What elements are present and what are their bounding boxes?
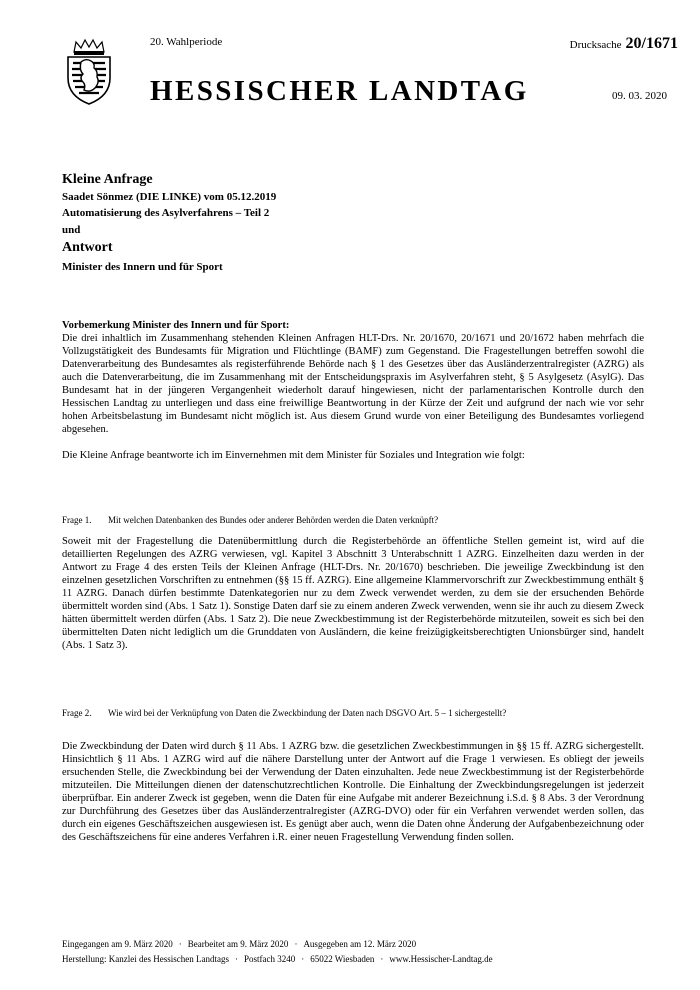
drucksache-label: Drucksache xyxy=(569,39,622,51)
question-2-label: Frage 2. xyxy=(62,708,92,718)
preliminary-remark xyxy=(62,319,644,462)
footer-separator: · xyxy=(234,954,238,964)
inquiry-author: Saadet Sönmez (DIE LINKE) vom 05.12.2019 xyxy=(62,191,277,203)
footer-website-link[interactable]: www.Hessischer-Landtag.de xyxy=(389,954,493,964)
footer-bearbeitet: Bearbeitet am 9. März 2020 xyxy=(187,939,289,949)
footer-separator: · xyxy=(294,939,298,949)
footer-imprint xyxy=(62,952,493,966)
footer-herstellung: Herstellung: Kanzlei des Hessischen Landtags xyxy=(62,954,229,964)
footer-separator: · xyxy=(178,939,182,949)
preliminary-remark-title: Vorbemerkung Minister des Innern und für Sport: xyxy=(62,320,290,331)
footer-dates xyxy=(62,937,416,951)
document-heading xyxy=(62,170,276,275)
answer-label: Antwort xyxy=(62,240,113,255)
inquiry-type: Kleine Anfrage xyxy=(62,172,153,187)
preliminary-remark-text: Die drei inhaltlich im Zusammenhang stehenden Kleinen Anfragen HLT-Drs. Nr. 20/1670, 20/1671 und 20/1672 haben mehrfach die Vollzugstätigkeit des Bundesamts für Migration und Flüchtlinge (BAMF) zum Gegenstand. Die Fragestellungen betreffen sowohl die Datenverarbeitung des Bundesamtes als registerführende Behörde nach § 1 des Gesetzes über das Ausländerzentralregister (AZRG) als auch die Datenverarbeitung, die im Zusammenhang mit der Entscheidungspraxis im Asylverfahren steht, § 5 Asylgesetz (AsylG). Das Bundesamt hat in der jüngeren Vergangenheit wiederholt darauf hingewiesen, nicht der parlamentarischen Kontrolle durch den Hessischen Landtag zu unterliegen und dass eine freiwillige Beantwortung in der Kürze der Zeit und aufgrund der nach wie vor sehr hohen Arbeitsbelastung im Bundesamt nicht möglich ist. Aus diesem Grund wurde von einer Beteiligung des Bundesamtes vorliegend abgesehen. xyxy=(62,333,644,435)
footer-eingegangen: Eingegangen am 9. März 2020 xyxy=(62,939,173,949)
question-1-label: Frage 1. xyxy=(62,515,92,525)
footer-postfach: Postfach 3240 xyxy=(243,954,296,964)
footer-separator: · xyxy=(380,954,384,964)
footer-ort: 65022 Wiesbaden xyxy=(310,954,375,964)
question-2 xyxy=(62,708,644,719)
legislative-period: 20. Wahlperiode xyxy=(150,36,223,48)
preliminary-remark-closing: Die Kleine Anfrage beantworte ich im Einvernehmen mit dem Minister für Soziales und Integration wie folgt: xyxy=(62,450,525,461)
footer-separator: · xyxy=(301,954,305,964)
answering-ministry: Minister des Innern und für Sport xyxy=(62,261,223,273)
document-date: 09. 03. 2020 xyxy=(612,90,667,102)
drucksache xyxy=(570,37,678,52)
question-1-text: Mit welchen Datenbanken des Bundes oder anderer Behörden werden die Daten verknüpft? xyxy=(108,515,439,525)
inquiry-subject: Automatisierung des Asylverfahrens – Teil 2 xyxy=(62,207,270,219)
footer-ausgegeben: Ausgegeben am 12. März 2020 xyxy=(303,939,417,949)
answer-1: Soweit mit der Fragestellung die Datenübermittlung durch die Registerbehörde an öffentliche Stellen gemeint ist, wird auf die detaillierten Regelungen des AZRG verwiesen, vgl. Kapitel 3 Abschnitt 3 Unterabschnitt 1 AZRG. Einzelheiten dazu werden in der Antwort zu Frage 4 des ersten Teils der Kleinen Anfrage (HLT-Drs. Nr. 20/1670) beschrieben. Die jeweilige Zweckbindung ist den einzelnen gesetzlichen Vorschriften zu entnehmen (§§ 15 ff. AZRG). Eine allgemeine Klammervorschrift zur Zweckbestimmung enthält § 11 AZRG. Danach dürfen bestimmte Datenkategorien nur zu dem Zweck verwendet werden, zu dem sie der ersuchenden Behörde übermittelt worden sind (Abs. 1 Satz 1). Sonstige Daten darf sie zu einem anderen Zweck verwenden, wenn sie ihr auch zu diesem Zweck hätten übermittelt werden dürfen (Abs. 1 Satz 2). Die neue Zweckbestimmung ist der Registerbehörde mitzuteilen, soweit es sich bei den übermittelten Daten nicht lediglich um die Grunddaten von Ausländern, die keine freizügigkeitsberechtigten Unionsbürger sind, handelt (Abs. 1 Satz 3). xyxy=(62,536,644,651)
answer-2: Die Zweckbindung der Daten wird durch § 11 Abs. 1 AZRG bzw. die gesetzlichen Zweckbestimmungen in §§ 15 ff. AZRG sichergestellt. Hinsichtlich § 11 Abs. 1 AZRG wird auf die nähere Darstellung unter der Antwort auf die Frage 1 verwiesen. Es obliegt der jeweils ersuchenden Stelle, die Zweckbindung bei der Verwendung der Daten einzuhalten. Jede neue Zweckbestimmung ist der Registerbehörde mitzuteilen. Die Mitteilungen dienen der datenschutzrechtlichen Kontrolle. Die Einhaltung der Zweckbindungsregelungen ist jederzeit überprüfbar. Ein anderer Zweck ist gegeben, wenn die Daten für eine Aufgabe mit anderer Bezeichnung i.S.d. § 8 Abs. 3 der Verordnung zur Durchführung des Gesetzes über das Ausländerzentralregister (AZRG-DVO) oder für ein Verfahren verwendet werden sollen, das durch ein eigenes Geschäftszeichen ausgewiesen ist. Es genügt aber auch, wenn die Daten ohne Änderung der Aufgabenbezeichnung oder des Geschäftszeichens für eine anderes Verfahren i.R. einer neuen Fragestellung Verwendung finden sollen. xyxy=(62,741,644,843)
heading-und: und xyxy=(62,224,81,236)
parliament-title: HESSISCHER LANDTAG xyxy=(150,75,529,107)
question-2-text: Wie wird bei der Verknüpfung von Daten die Zweckbindung der Daten nach DSGVO Art. 5 – 1 sichergestellt? xyxy=(108,708,507,718)
drucksache-number: 20/1671 xyxy=(625,35,678,52)
hesse-coat-of-arms-icon xyxy=(64,38,114,106)
question-1 xyxy=(62,515,644,526)
